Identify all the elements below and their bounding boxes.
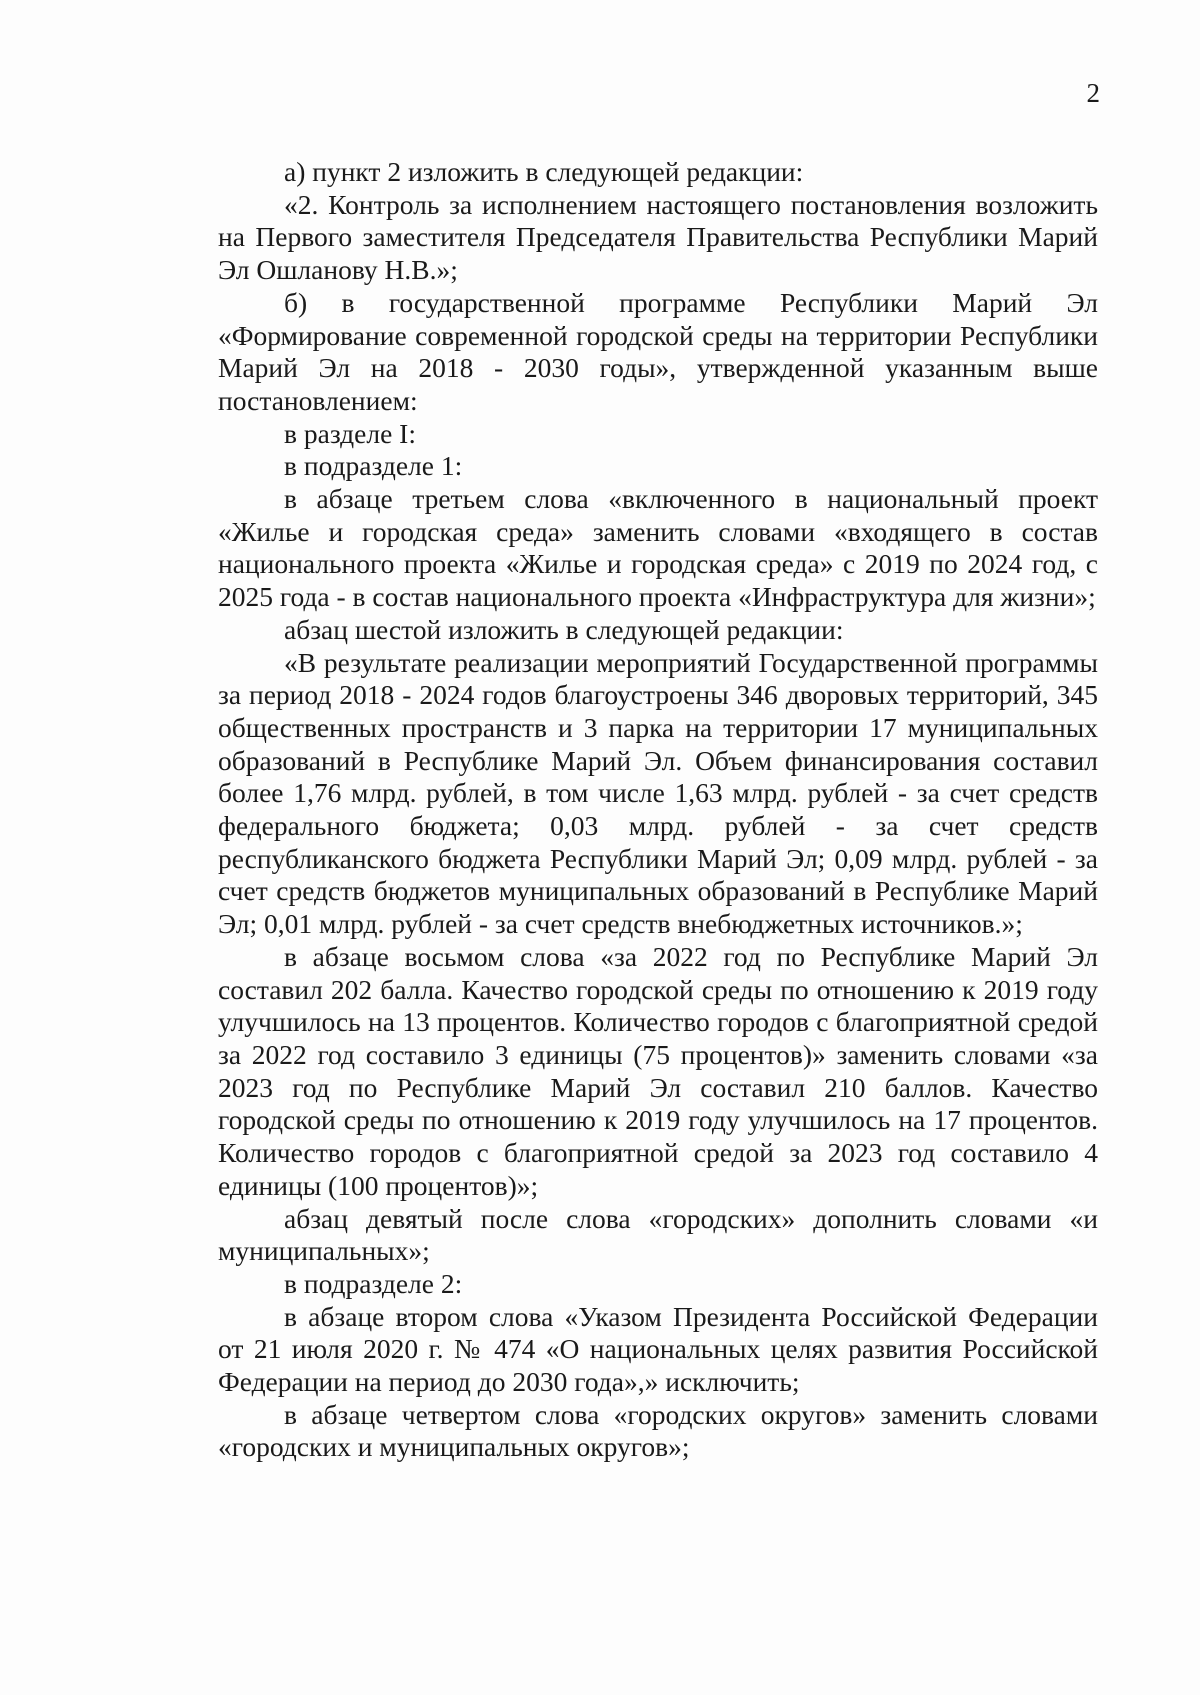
paragraph-section-1: в разделе I: xyxy=(284,417,416,449)
paragraph-abzac-4: в абзаце четвертом слова «городских округов» заменить словами «городских и муниципальных округов»; xyxy=(218,1398,1098,1463)
paragraph-subsection-1: в подразделе 1: xyxy=(284,450,463,482)
page-number: 2 xyxy=(1086,78,1100,108)
paragraph-quote-control: «2. Контроль за исполнением настоящего постановления возложить на Первого заместителя Председателя Правительства Республики Марий Эл Ошланову Н.В.»; xyxy=(218,188,1098,286)
document-body xyxy=(218,156,1098,1464)
paragraph-item-a: а) пункт 2 изложить в следующей редакции: xyxy=(284,156,804,187)
paragraph-abzac-3: в абзаце третьем слова «включенного в национальный проект «Жилье и городская среда» заменить словами «входящего в состав национального проекта «Жилье и городская среда» с 2019 по 2024 год, с 2025 года - в состав национального проекта «Инфраструктура для жизни»; xyxy=(218,483,1098,613)
paragraph-subsection-2: в подразделе 2: xyxy=(284,1267,463,1299)
paragraph-abzac-6-intro: абзац шестой изложить в следующей редакции: xyxy=(284,613,844,645)
paragraph-abzac-2: в абзаце втором слова «Указом Президента Российской Федерации от 21 июля 2020 г. № 474 «О национальных целях развития Российской Федерации на период до 2030 года»,» исключить; xyxy=(218,1300,1098,1398)
paragraph-abzac-9: абзац девятый после слова «городских» дополнить словами «и муниципальных»; xyxy=(218,1202,1098,1267)
paragraph-abzac-6-text: «В результате реализации мероприятий Государственной программы за период 2018 - 2024 годов благоустроены 346 дворовых территорий, 345 общественных пространств и 3 парка на территории 17 муниципальных образований в Республике Марий Эл. Объем финансирования составил более 1,76 млрд. рублей, в том числе 1,63 млрд. рублей - за счет средств федерального бюджета; 0,03 млрд. рублей - за счет средств республиканского бюджета Республики Марий Эл; 0,09 млрд. рублей - за счет средств бюджетов муниципальных образований в Республике Марий Эл; 0,01 млрд. рублей - за счет средств внебюджетных источников.»; xyxy=(218,646,1098,940)
paragraph-item-b: б) в государственной программе Республики Марий Эл «Формирование современной городской среды на территории Республики Марий Эл на 2018 - 2030 годы», утвержденной указанным выше постановлением: xyxy=(218,286,1098,416)
paragraph-abzac-8: в абзаце восьмом слова «за 2022 год по Республике Марий Эл составил 202 балла. Качество городской среды по отношению к 2019 году улучшилось на 13 процентов. Количество городов с благоприятной средой за 2022 год составило 3 единицы (75 процентов)» заменить словами «за 2023 год по Республике Марий Эл составил 210 баллов. Качество городской среды по отношению к 2019 году улучшилось на 17 процентов. Количество городов с благоприятной средой за 2023 год составило 4 единицы (100 процентов)»; xyxy=(218,940,1098,1201)
